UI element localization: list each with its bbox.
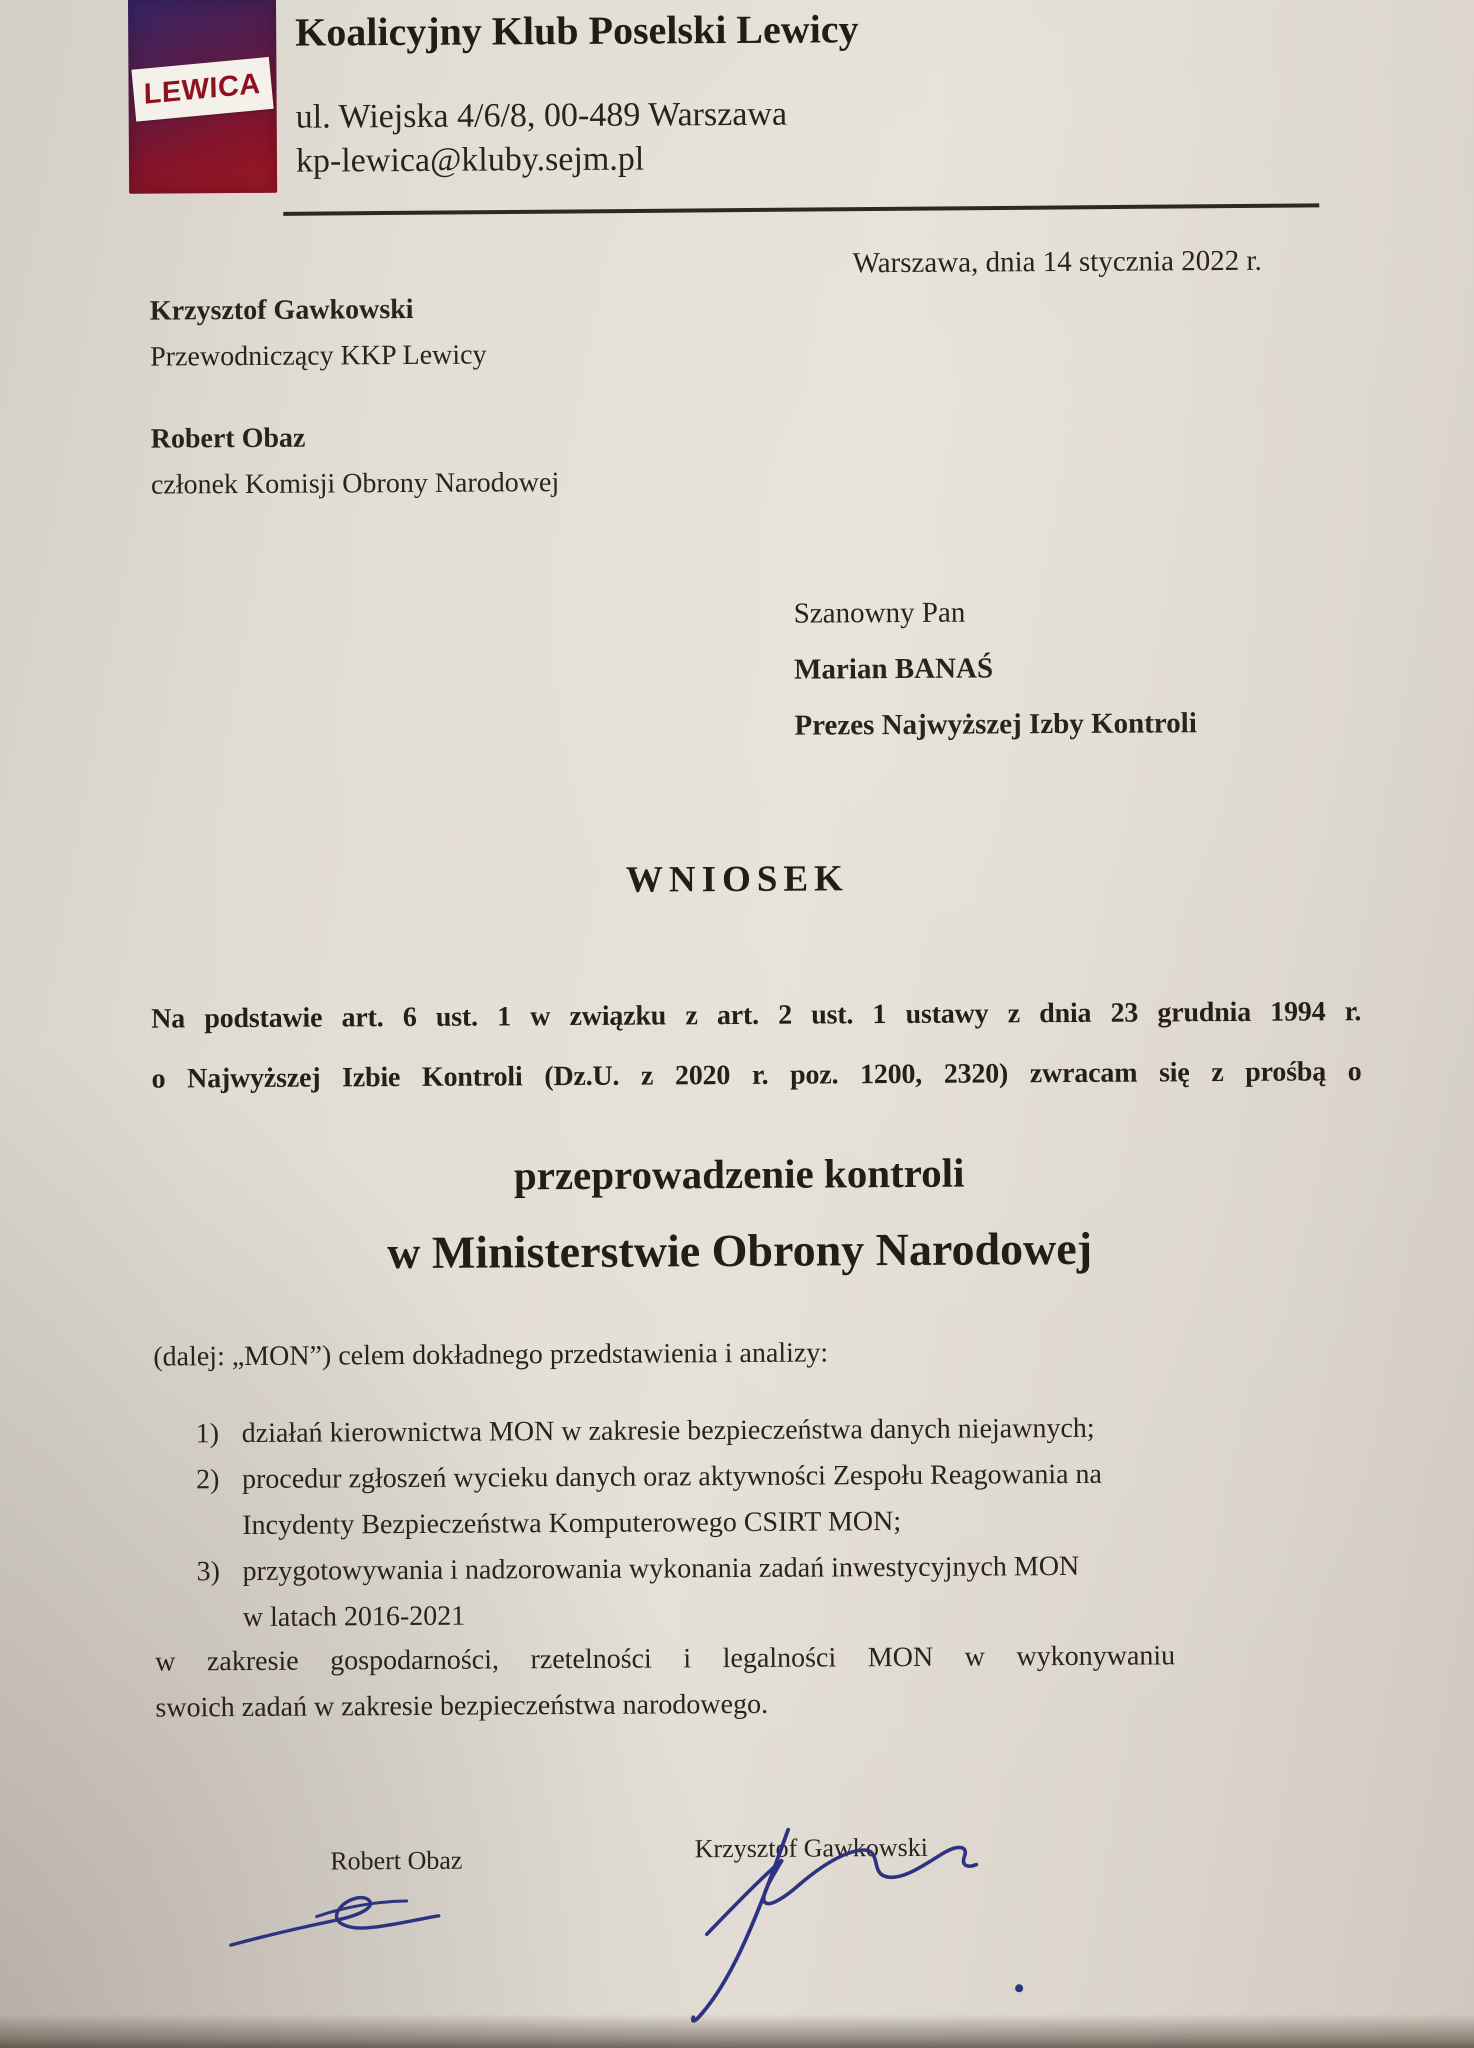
list-item-3-text — [242, 1543, 1217, 1641]
signature-name-robert-obaz: Robert Obaz — [330, 1845, 463, 1876]
list-item-2-text — [242, 1451, 1217, 1549]
sender-name-gawkowski: Krzysztof Gawkowski — [149, 293, 414, 327]
list-item-2-line-1: procedur zgłoszeń wycieku danych oraz aktywności Zespołu Reagowania na — [241, 1458, 1103, 1496]
document-title: WNIOSEK — [625, 858, 849, 901]
closing-line-2: swoich zadań w zakresie bezpieczeństwa narodowego. — [155, 1688, 769, 1724]
list-item-3-line-2: w latach 2016-2021 — [242, 1600, 466, 1634]
sender-name-obaz: Robert Obaz — [150, 422, 306, 455]
legal-basis-line-2: o Najwyższej Izbie Kontroli (Dz.U. z 2020 r. poz. 1200, 2320) zwracam się z prośbą o — [151, 1056, 1362, 1095]
robert-obaz-signature-ink — [225, 1888, 486, 1974]
list-item-3-line-1: przygotowywania i nadzorowania wykonania zadań inwestycyjnych MON — [242, 1550, 1080, 1588]
list-item-2-line-2: Incydenty Bezpieczeństwa Komputerowego CSIRT MON; — [242, 1506, 902, 1542]
request-heading-line-2: w Ministerstwie Obrony Narodowej — [387, 1222, 1093, 1279]
signature-name-krzysztof-gawkowski: Krzysztof Gawkowski — [694, 1832, 928, 1864]
list-item-3 — [196, 1543, 1217, 1641]
list-item-1 — [196, 1405, 1216, 1457]
list-item-1-number: 1) — [195, 1418, 220, 1450]
org-name: Koalicyjny Klub Poselski Lewicy — [295, 6, 859, 55]
org-email: kp-lewica@kluby.sejm.pl — [295, 140, 645, 180]
sender-role-obaz: członek Komisji Obrony Narodowej — [150, 467, 560, 501]
list-item-1-text — [242, 1405, 1216, 1457]
request-heading-line-1: przeprowadzenie kontroli — [513, 1149, 965, 1199]
date-line: Warszawa, dnia 14 stycznia 2022 r. — [852, 244, 1262, 280]
recipient-salutation: Szanowny Pan — [793, 596, 966, 630]
lewica-logo-text: LEWICA — [143, 67, 262, 111]
header-rule — [283, 203, 1319, 215]
sender-role-gawkowski: Przewodniczący KKP Lewicy — [150, 339, 487, 373]
closing-line-1: w zakresie gospodarności, rzetelności i legalności MON w wykonywaniu — [155, 1640, 1176, 1678]
lewica-logo-banner — [131, 57, 273, 122]
legal-basis-line-1: Na podstawie art. 6 ust. 1 w związku z art. 2 ust. 1 ustawy z dnia 23 grudnia 1994 r. — [151, 996, 1362, 1035]
recipient-name: Marian BANAŚ — [793, 652, 994, 686]
recipient-role: Prezes Najwyższej Izby Kontroli — [794, 707, 1197, 742]
signature-pen-dot — [1015, 1984, 1023, 1992]
lewica-logo — [128, 0, 277, 194]
list-item-3-number: 3) — [196, 1556, 221, 1588]
krzysztof-gawkowski-signature-ink — [666, 1820, 1047, 2040]
photo-bottom-edge — [0, 2014, 1474, 2048]
org-address: ul. Wiejska 4/6/8, 00-489 Warszawa — [295, 95, 788, 136]
scope-intro: (dalej: „MON”) celem dokładnego przedstawienia i analizy: — [153, 1337, 829, 1373]
list-item-1-line-1: działań kierownictwa MON w zakresie bezpieczeństwa danych niejawnych; — [241, 1412, 1095, 1450]
scope-list — [196, 1405, 1217, 1641]
list-item-2-number: 2) — [195, 1464, 220, 1496]
list-item-2 — [196, 1451, 1217, 1549]
